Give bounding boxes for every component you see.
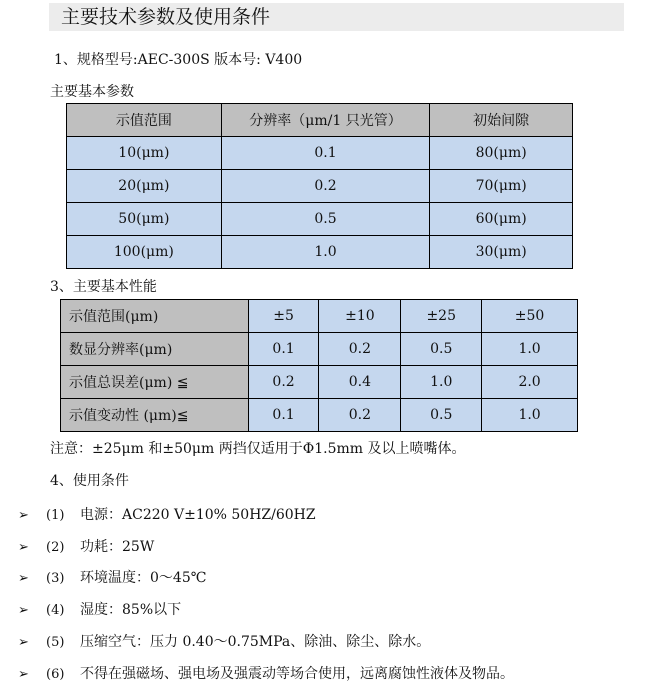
header-cell: 示值范围 [67, 104, 222, 137]
table-row [67, 170, 573, 203]
table-cell: 1.0 [221, 236, 430, 269]
table-cell: 0.2 [319, 399, 401, 432]
table-cell: 0.5 [221, 203, 430, 236]
item-number: (6) [46, 667, 65, 682]
arrow-bullet-icon: ➢ [18, 571, 29, 586]
item-number: (4) [46, 603, 65, 618]
table-cell: 70(μm) [430, 170, 573, 203]
table-cell: 0.1 [248, 333, 319, 366]
list-item [18, 567, 206, 589]
table-row [61, 366, 578, 399]
row-label: 数显分辨率(μm) [61, 333, 249, 366]
arrow-bullet-icon: ➢ [18, 635, 29, 650]
item-text: 功耗：25W [80, 539, 155, 555]
performance-heading: 3、主要基本性能 [50, 279, 157, 295]
table-cell: ±50 [482, 300, 578, 333]
item-text: 不得在强磁场、强电场及强震动等场合使用，远离腐蚀性液体及物品。 [80, 666, 514, 682]
basic-params-heading: 主要基本参数 [50, 84, 134, 100]
table-cell: 10(μm) [67, 137, 222, 170]
arrow-bullet-icon: ➢ [18, 667, 29, 682]
header-cell: 初始间隙 [430, 104, 573, 137]
list-item [18, 504, 316, 526]
table-cell: 1.0 [482, 399, 578, 432]
spec-line: 1、规格型号:AEC-300S 版本号: V400 [54, 52, 303, 68]
table-cell: 20(μm) [67, 170, 222, 203]
table-cell: ±10 [319, 300, 401, 333]
arrow-bullet-icon: ➢ [18, 603, 29, 618]
row-label: 示值变动性 (μm)≦ [61, 399, 249, 432]
table-cell: 0.5 [401, 333, 482, 366]
table-cell: 0.4 [319, 366, 401, 399]
table-cell: 30(μm) [430, 236, 573, 269]
table-cell: 0.2 [248, 366, 319, 399]
item-number: (5) [46, 635, 65, 650]
table-cell: 80(μm) [430, 137, 573, 170]
table-cell: 100(μm) [67, 236, 222, 269]
table-cell: ±5 [248, 300, 319, 333]
table-row [67, 137, 573, 170]
section-title: 主要技术参数及使用条件 [49, 3, 624, 31]
table-cell: 0.2 [221, 170, 430, 203]
item-text: 压缩空气：压力 0.40～0.75MPa、除油、除尘、除水。 [80, 634, 431, 650]
list-item [18, 663, 514, 685]
table-row [67, 236, 573, 269]
performance-table [60, 299, 578, 432]
table-row [67, 203, 573, 236]
table-cell: 50(μm) [67, 203, 222, 236]
table-row [61, 399, 578, 432]
table-row [61, 333, 578, 366]
row-label: 示值总误差(μm) ≦ [61, 366, 249, 399]
table-cell: 2.0 [482, 366, 578, 399]
usage-heading: 4、使用条件 [50, 473, 129, 489]
list-item [18, 536, 154, 558]
item-text: 电源：AC220 V±10% 50HZ/60HZ [80, 507, 316, 523]
table-cell: 1.0 [482, 333, 578, 366]
table-cell: 0.2 [319, 333, 401, 366]
table-cell: 60(μm) [430, 203, 573, 236]
table-cell: 0.5 [401, 399, 482, 432]
params-table-header [67, 104, 573, 137]
params-table [66, 103, 573, 269]
item-text: 环境温度：0～45℃ [80, 570, 207, 586]
item-number: (1) [46, 508, 65, 523]
table-cell: 1.0 [401, 366, 482, 399]
arrow-bullet-icon: ➢ [18, 540, 29, 555]
table-cell: 0.1 [221, 137, 430, 170]
row-label: 示值范围(μm) [61, 300, 249, 333]
list-item [18, 631, 430, 653]
note-text: 注意：±25μm 和±50μm 两挡仅适用于Φ1.5mm 及以上喷嘴体。 [50, 441, 466, 457]
item-number: (3) [46, 571, 65, 586]
table-row [61, 300, 578, 333]
list-item [18, 599, 181, 621]
table-cell: ±25 [401, 300, 482, 333]
table-cell: 0.1 [248, 399, 319, 432]
item-number: (2) [46, 540, 65, 555]
item-text: 湿度：85%以下 [80, 602, 182, 618]
arrow-bullet-icon: ➢ [18, 508, 29, 523]
header-cell: 分辨率（μm/1 只光管） [221, 104, 430, 137]
